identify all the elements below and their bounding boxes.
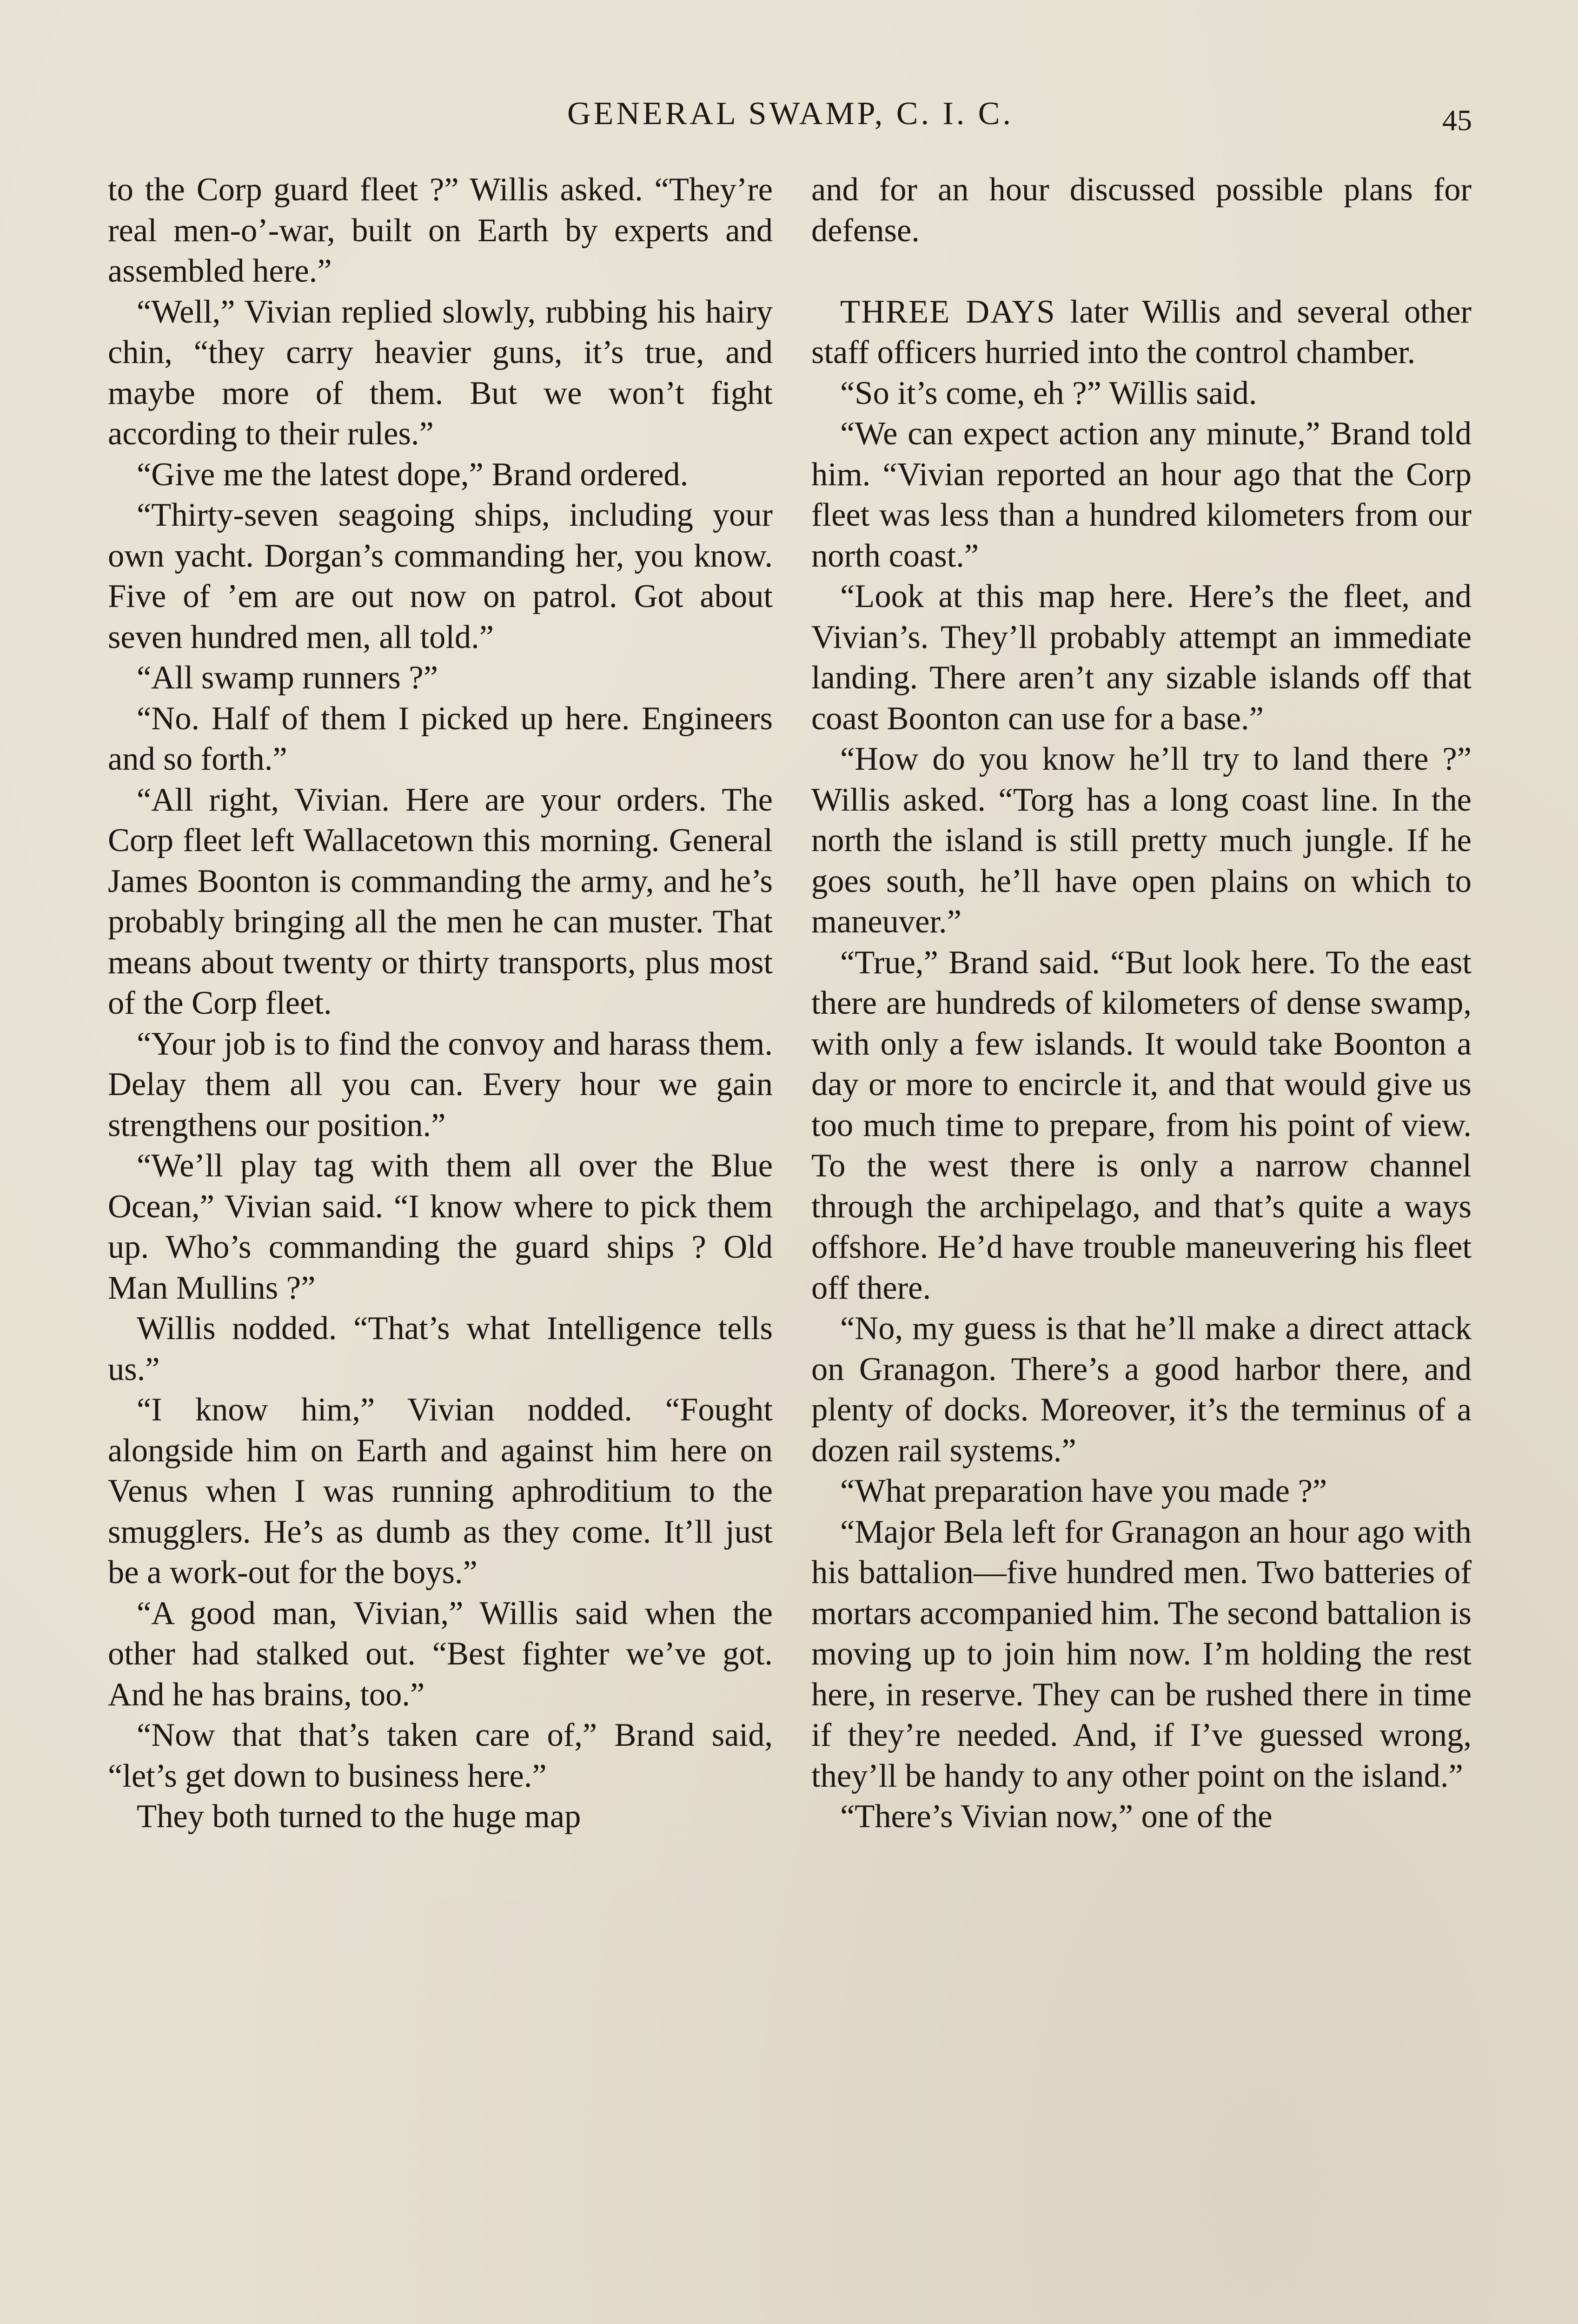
paragraph: and for an hour discussed possible plans for defense.: [811, 172, 1472, 249]
paragraph: “No. Half of them I picked up here. Engineers and so forth.”: [108, 700, 773, 777]
paragraph: “Look at this map here. Here’s the fleet, and Vivian’s. They’ll probably attempt an immediate landing. There aren’t any sizable islands off that coast Boonton can use for a base.”: [811, 578, 1472, 737]
paragraph: “All right, Vivian. Here are your orders. The Corp fleet left Wallacetown this morning. General James Boonton is commanding the army, and he’s probably bringing all the men he can muster. That means about twenty or thirty transports, plus most of the Corp fleet.: [108, 781, 773, 1021]
section-opening-paragraph: [811, 292, 1472, 373]
paragraph: “We’ll play tag with them all over the Blue Ocean,” Vivian said. “I know where to pick them up. Who’s commanding the guard ships ? Old Man Mullins ?”: [108, 1148, 773, 1306]
right-column: [811, 170, 1472, 1837]
paragraph: “Now that that’s taken care of,” Brand said, “let’s get down to business here.”: [108, 1717, 773, 1794]
paragraph: “How do you know he’ll try to land there ?” Willis asked. “Torg has a long coast line. In the north the island is still pretty much jungle. If he goes south, he’ll have open plains on which to maneuver.”: [811, 741, 1472, 940]
section-lead-caps: THREE DAYS: [840, 293, 1056, 330]
paragraph: “We can expect action any minute,” Brand told him. “Vivian reported an hour ago that the Corp fleet was less than a hundred kilometers from our north coast.”: [811, 416, 1472, 574]
paragraph: “All swamp runners ?”: [137, 660, 438, 696]
left-column: [108, 170, 773, 1837]
running-head: GENERAL SWAMP, C. I. C.: [567, 96, 1014, 132]
paragraph: “Give me the latest dope,” Brand ordered.: [137, 456, 689, 493]
paragraph: to the Corp guard fleet ?” Willis asked. “They’re real men-o’-war, built on Earth by experts and assembled here.”: [108, 172, 773, 289]
paragraph: Willis nodded. “That’s what Intelligence tells us.”: [108, 1310, 773, 1387]
paragraph: “Your job is to find the convoy and harass them. Delay them all you can. Every hour we gain strengthens our position.”: [108, 1025, 773, 1143]
paragraph: “Well,” Vivian replied slowly, rubbing his hairy chin, “they carry heavier guns, it’s true, and maybe more of them. But we won’t fight according to their rules.”: [108, 293, 773, 452]
section-lead-text: later Willis and several other staff officers hurried into the control chamber.: [811, 293, 1472, 370]
paragraph: They both turned to the huge map: [137, 1798, 581, 1835]
page-number: 45: [1442, 104, 1472, 137]
paragraph: “So it’s come, eh ?” Willis said.: [840, 375, 1257, 411]
paragraph: “Major Bela left for Granagon an hour ago with his battalion—five hundred men. Two batteries of mortars accompanied him. The second battalion is moving up to join him now. I’m holding the rest here, in reserve. They can be rushed there in time if they’re needed. And, if I’ve guessed wrong, they’ll be handy to any other point on the island.”: [811, 1513, 1472, 1794]
paragraph: “True,” Brand said. “But look here. To the east there are hundreds of kilometers of dense swamp, with only a few islands. It would take Boonton a day or more to encircle it, and that would give us too much time to prepare, from his point of view. To the west there is only a narrow channel through the archipelago, and that’s quite a ways offshore. He’d have trouble maneuvering his fleet off there.: [811, 944, 1472, 1306]
paragraph: “What preparation have you made ?”: [840, 1473, 1327, 1509]
paragraph: “I know him,” Vivian nodded. “Fought alongside him on Earth and against him here on Venus when I was running aphroditium to the smugglers. He’s as dumb as they come. It’ll just be a work-out for the boys.”: [108, 1392, 773, 1591]
paragraph: “There’s Vivian now,” one of the: [840, 1798, 1273, 1835]
paragraph: “Thirty-seven seagoing ships, including your own yacht. Dorgan’s commanding her, you know. Five of ’em are out now on patrol. Got about seven hundred men, all told.”: [108, 497, 773, 655]
paragraph: “No, my guess is that he’ll make a direct attack on Granagon. There’s a good harbor there, and plenty of docks. Moreover, it’s the terminus of a dozen rail systems.”: [811, 1310, 1472, 1469]
paragraph: “A good man, Vivian,” Willis said when the other had stalked out. “Best fighter we’ve got. And he has brains, too.”: [108, 1595, 773, 1713]
